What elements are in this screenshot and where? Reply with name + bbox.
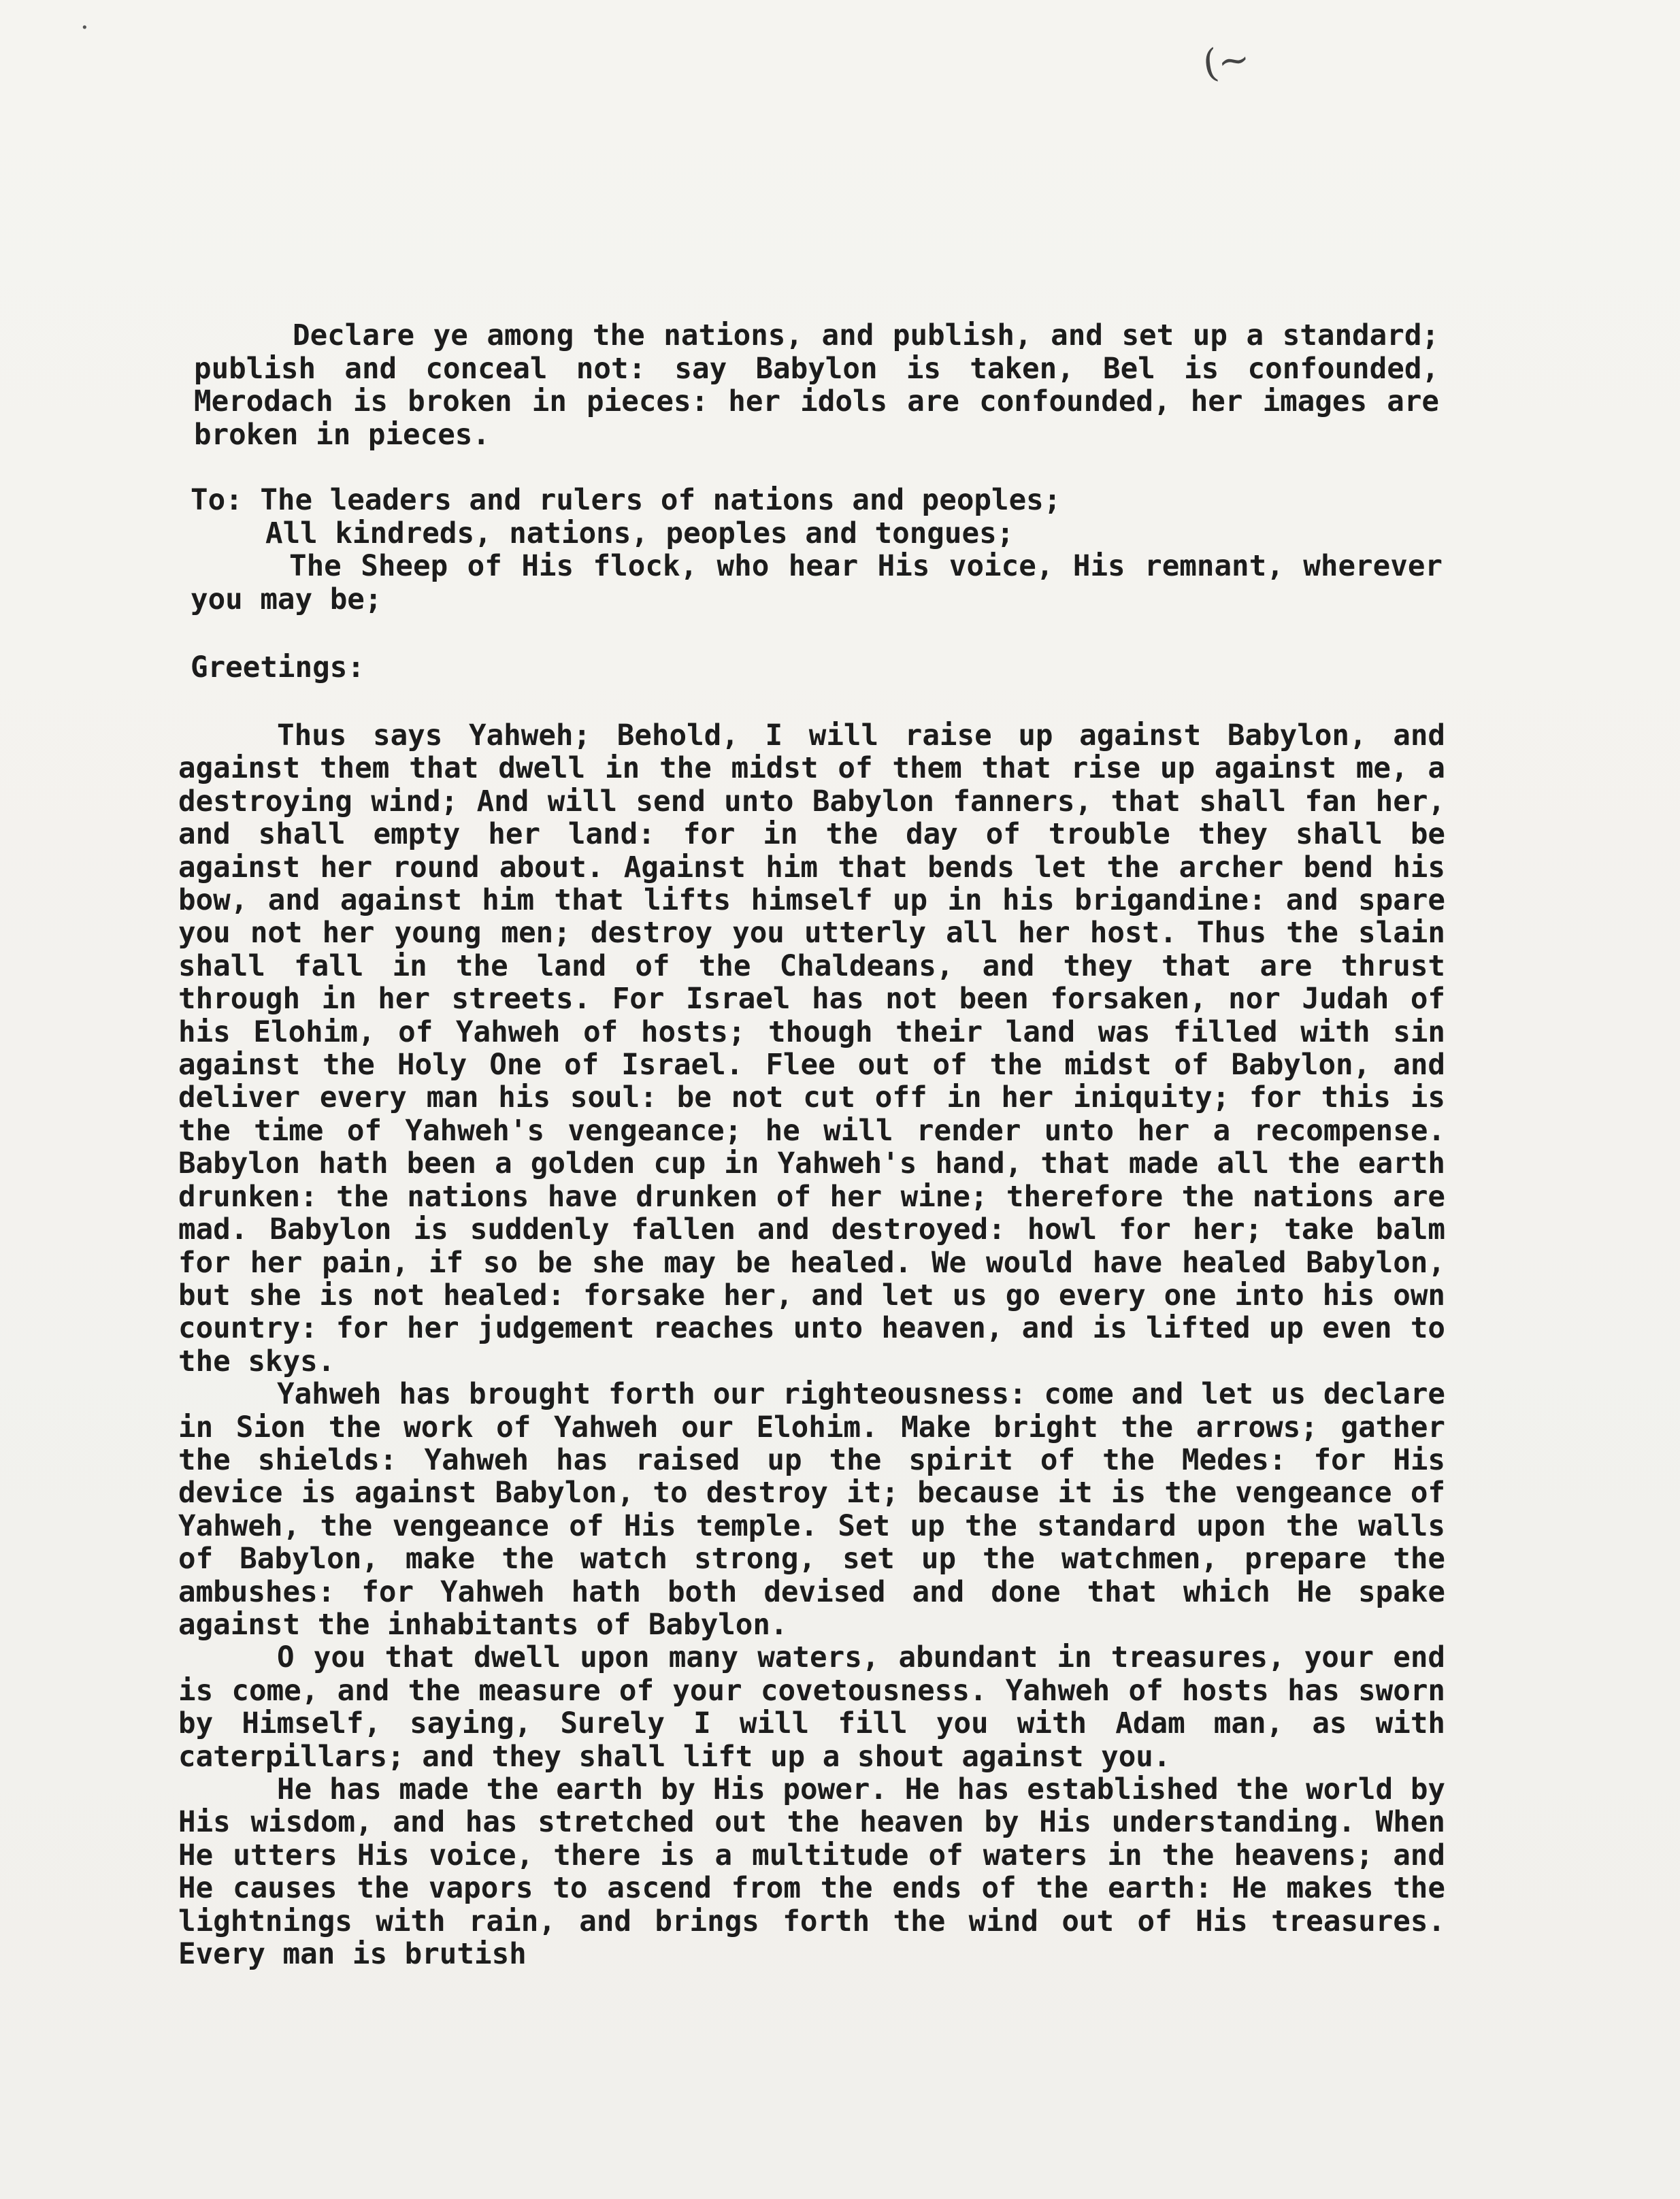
body-paragraph-3: O you that dwell upon many waters, abundant in treasures, your end is come, and the measure of your covetousness. Yahweh of hosts has sworn by Himself, saying, Surely I will fill you with Adam man, as with caterpillars; and they shall lift up a shout against you. <box>178 1641 1445 1774</box>
intro-paragraph-block <box>194 320 1439 452</box>
address-line-3: The Sheep of His flock, who hear His voice, His remnant, wherever you may be; <box>191 550 1443 616</box>
body-text <box>178 720 1445 1971</box>
handwritten-scribble: (~ <box>1200 36 1253 87</box>
address-line-2: All kindreds, nations, peoples and tongues; <box>265 516 1015 550</box>
greeting: Greetings: <box>191 651 365 684</box>
address-block <box>191 484 1443 616</box>
body-paragraph-2: Yahweh has brought forth our righteousness: come and let us declare in Sion the work of Yahweh our Elohim. Make bright the arrows; gather the shields: Yahweh has raised up the spirit of the Medes: for His device is against Babylon, to destroy it; because it is the vengeance of Yahweh, the vengeance of His temple. Set up the standard upon the walls of Babylon, make the watch strong, set up the watchmen, prepare the ambushes: for Yahweh hath both devised and done that which He spake against the inhabitants of Babylon. <box>178 1378 1445 1642</box>
address-line-1: To: The leaders and rulers of nations and peoples; <box>191 484 1061 517</box>
body-paragraph-4: He has made the earth by His power. He has established the world by His wisdom, and has stretched out the heaven by His understanding. When He utters His voice, there is a multitude of waters in the heavens; and He causes the vapors to ascend from the ends of the earth: He makes the lightnings with rain, and brings forth the wind out of His treasures. Every man is brutish <box>178 1773 1445 1972</box>
greeting-block <box>191 652 1443 685</box>
intro-paragraph: Declare ye among the nations, and publish, and set up a standard; publish and conceal not: say Babylon is taken, Bel is confounded, Merodach is broken in pieces: her idols are confounded, her images are broken in pieces. <box>194 319 1439 452</box>
body-paragraph-1: Thus says Yahweh; Behold, I will raise up against Babylon, and against them that dwell in the midst of them that rise up against me, a destroying wind; And will send unto Babylon fanners, that shall fan her, and shall empty her land: for in the day of trouble they shall be against her round about. Against him that bends let the archer bend his bow, and against him that lifts himself up in his brigandine: and spare you not her young men; destroy you utterly all her host. Thus the slain shall fall in the land of the Chaldeans, and they that are thrust through in her streets. For Israel has not been forsaken, nor Judah of his Elohim, of Yahweh of hosts; though their land was filled with sin against the Holy One of Israel. Flee out of the midst of Babylon, and deliver every man his soul: be not cut off in her iniquity; for this is the time of Yahweh's vengeance; he will render unto her a recompense. Babylon hath been a golden cup in Yahweh's hand, that made all the earth drunken: the nations have drunken of her wine; therefore the nations are mad. Babylon is suddenly fallen and destroyed: howl for her; take balm for her pain, if so be she may be healed. We would have healed Babylon, but she is not healed: forsake her, and let us go every one into his own country: for her judgement reaches unto heaven, and is lifted up even to the skys. <box>178 719 1445 1378</box>
corner-mark: · <box>80 12 89 44</box>
